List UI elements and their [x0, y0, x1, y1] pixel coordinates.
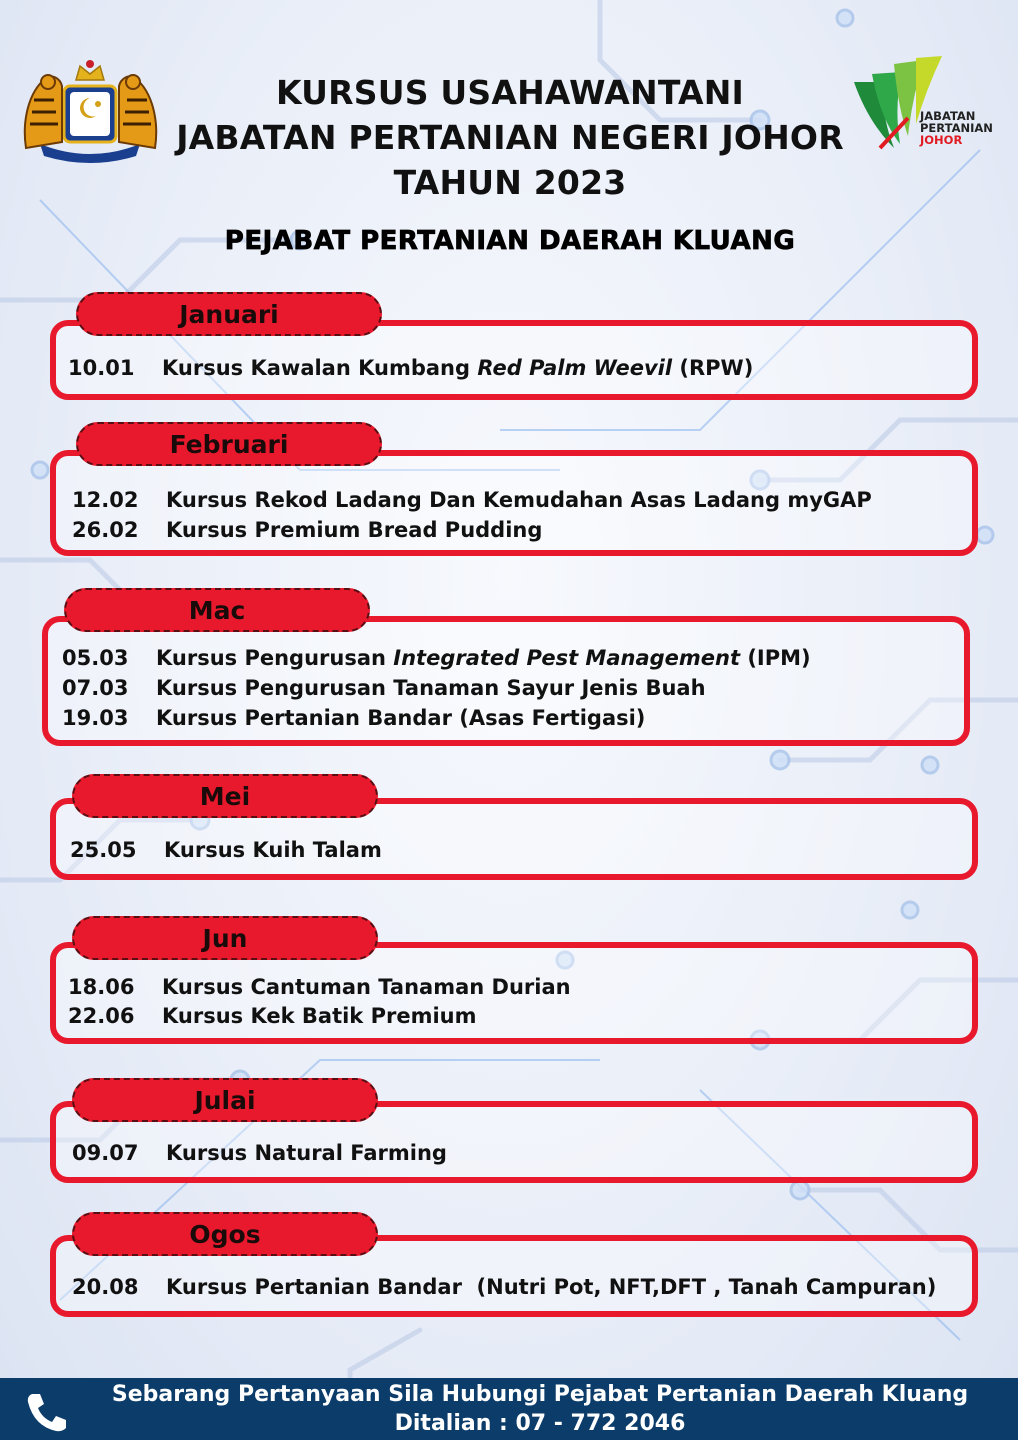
course-title: [156, 646, 811, 670]
course-date: 19.03: [62, 706, 129, 730]
course-title: [164, 838, 382, 862]
course-title: [156, 706, 645, 730]
course-title-part: Kursus Pengurusan Tanaman Sayur Jenis Buah: [156, 676, 706, 700]
month-tab: [64, 588, 370, 632]
course-title: [166, 518, 542, 542]
month-label: Ogos: [189, 1219, 261, 1249]
course-title: [166, 1275, 936, 1299]
course-title-part: Kursus Kawalan Kumbang: [162, 356, 478, 380]
course-date: 25.05: [70, 838, 137, 862]
course-title-part: Kursus Natural Farming: [166, 1141, 447, 1165]
course-title-part: Kursus Pengurusan: [156, 646, 394, 670]
month-tab: [72, 774, 378, 818]
course-date: 22.06: [68, 1004, 135, 1028]
logo-line-1: JABATAN: [920, 109, 976, 123]
course-date: 10.01: [68, 356, 135, 380]
footer-line-1: Sebarang Pertanyaan Sila Hubungi Pejabat Pertanian Daerah Kluang: [111, 1382, 969, 1407]
month-tab: [72, 1212, 378, 1256]
course-title-part: Kursus Cantuman Tanaman Durian: [162, 975, 571, 999]
month-tab: [76, 292, 382, 336]
course-title: [162, 1004, 477, 1028]
course-title-part: Kursus Pertanian Bandar (Asas Fertigasi): [156, 706, 646, 730]
month-tab: [72, 916, 378, 960]
course-title: [162, 975, 571, 999]
page-subtitle: PEJABAT PERTANIAN DAERAH KLUANG: [224, 226, 796, 256]
course-title-part: Kursus Kuih Talam: [164, 838, 382, 862]
course-title: [166, 488, 872, 512]
month-label: Mac: [188, 595, 246, 625]
course-title-italic: Red Palm Weevil: [477, 356, 673, 380]
course-row: [70, 838, 382, 862]
course-title-part: Kursus Kek Batik Premium: [162, 1004, 477, 1028]
course-row: [72, 518, 542, 542]
month-label: Mei: [199, 781, 251, 811]
course-row: [68, 1004, 477, 1028]
course-title-part: Kursus Pertanian Bandar (Nutri Pot, NFT,DFT , Tanah Campuran): [166, 1275, 937, 1299]
course-row: [62, 676, 706, 700]
month-label: Jun: [202, 923, 248, 953]
phone-icon: [22, 1390, 70, 1432]
course-date: 20.08: [72, 1275, 139, 1299]
course-date: 18.06: [68, 975, 135, 999]
course-row: [62, 646, 811, 670]
course-date: 26.02: [72, 518, 139, 542]
footer-phone-number: Ditalian : 07 - 772 2046: [394, 1411, 686, 1436]
month-tab: [72, 1078, 378, 1122]
course-row: [68, 975, 571, 999]
title-line-1: KURSUS USAHAWANTANI: [275, 73, 745, 112]
course-row: [72, 1275, 936, 1299]
course-title-part: (IPM): [740, 646, 811, 670]
course-date: 09.07: [72, 1141, 139, 1165]
logo-line-2: PERTANIAN: [920, 121, 993, 135]
title-line-3: TAHUN 2023: [393, 163, 627, 202]
course-date: 07.03: [62, 676, 129, 700]
month-label: Februari: [169, 429, 289, 459]
course-title-part: Kursus Premium Bread Pudding: [166, 518, 543, 542]
month-label: Januari: [179, 299, 279, 329]
title-line-2: JABATAN PERTANIAN NEGERI JOHOR: [176, 118, 844, 157]
course-title: [162, 356, 753, 380]
course-title: [166, 1141, 447, 1165]
course-date: 05.03: [62, 646, 129, 670]
month-label: Julai: [194, 1085, 256, 1115]
contact-footer: [0, 1378, 1018, 1440]
logo-line-3: JOHOR: [920, 133, 963, 147]
course-title-italic: Integrated Pest Management: [393, 646, 741, 670]
course-row: [62, 706, 645, 730]
course-row: [68, 356, 753, 380]
course-row: [72, 488, 872, 512]
course-date: 12.02: [72, 488, 139, 512]
course-row: [72, 1141, 447, 1165]
course-title-part: Kursus Rekod Ladang Dan Kemudahan Asas Ladang myGAP: [166, 488, 872, 512]
month-tab: [76, 422, 382, 466]
course-title-part: (RPW): [672, 356, 754, 380]
course-title: [156, 676, 706, 700]
